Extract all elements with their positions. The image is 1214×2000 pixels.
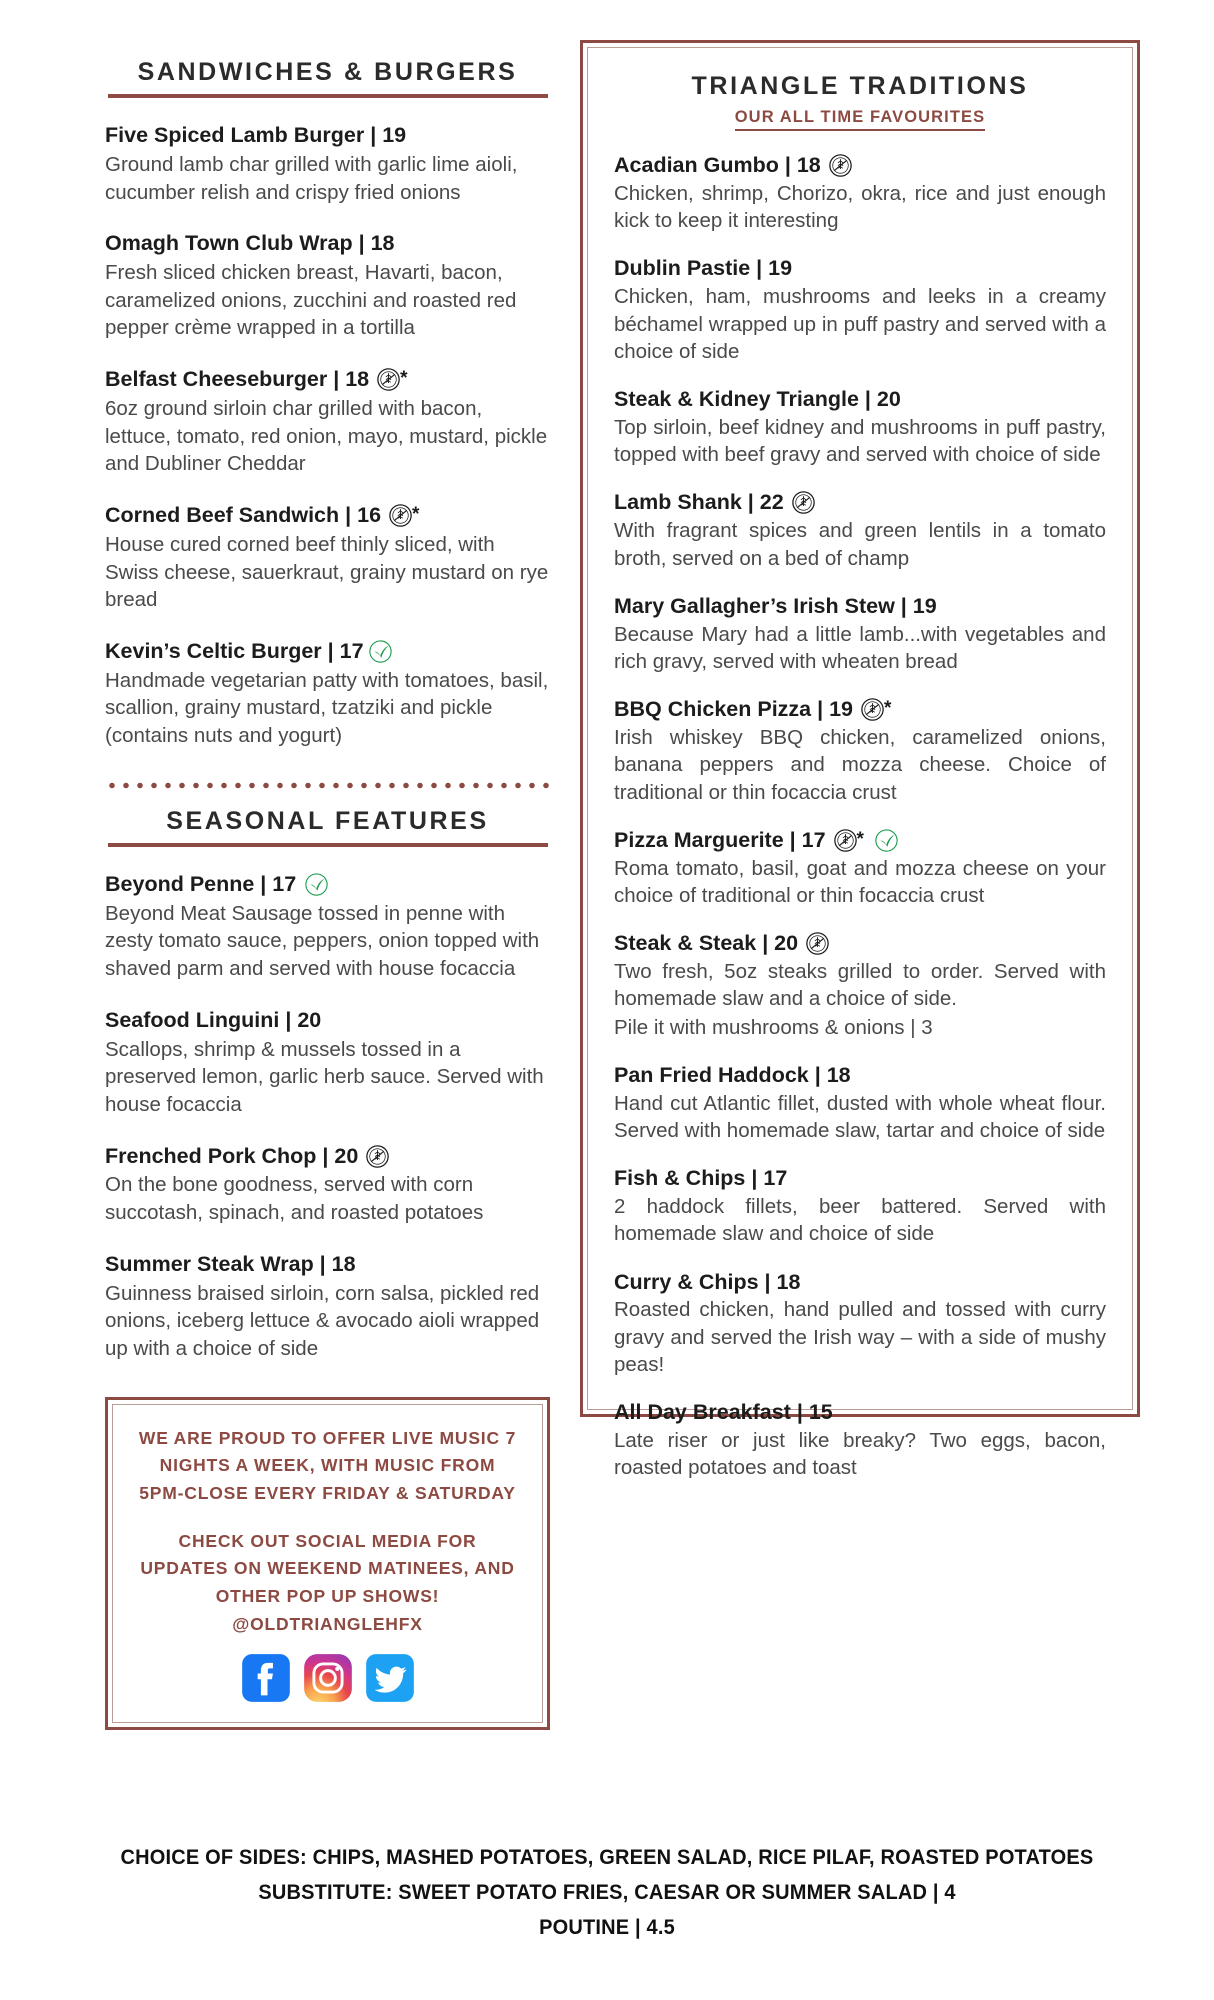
vegetarian-icon [368, 639, 393, 664]
section-title-traditions: TRIANGLE TRADITIONS [691, 72, 1029, 100]
menu-item-description: Chicken, shrimp, Chorizo, okra, rice and just enough kick to keep it interesting [614, 181, 1106, 233]
menu-item [614, 1399, 1106, 1481]
triangle-traditions-inner [587, 47, 1133, 1480]
menu-item [105, 122, 550, 206]
menu-item-description: Ground lamb char grilled with garlic lime aioli, cucumber relish and crispy fried onions [105, 152, 518, 204]
menu-item-description: Irish whiskey BBQ chicken, caramelized onions, banana peppers and mozza cheese. Choice of traditional or thin focaccia crust [614, 726, 1106, 804]
menu-item-name [614, 489, 1106, 516]
menu-item-label: Summer Steak Wrap | 18 [105, 1251, 356, 1276]
menu-item-label: Kevin’s Celtic Burger | 17 [105, 638, 364, 663]
asterisk-marker: * [412, 504, 420, 525]
live-music-promo-box [105, 1397, 550, 1730]
gluten-free-icon [806, 932, 829, 955]
menu-item-name [614, 1399, 1106, 1426]
gluten-free-icon [829, 154, 852, 177]
menu-item-description: Top sirloin, beef kidney and mushrooms in puff pastry, topped with beef gravy and served with choice of side [614, 415, 1106, 467]
menu-item-name [614, 1165, 1106, 1192]
menu-item-label: Dublin Pastie | 19 [614, 256, 793, 281]
menu-item [614, 386, 1106, 468]
instagram-icon[interactable] [302, 1652, 354, 1704]
header-rule [108, 94, 548, 98]
menu-item-name [614, 1062, 1106, 1089]
gluten-free-icon [377, 368, 400, 391]
menu-item-label: Belfast Cheeseburger | 18 [105, 367, 370, 392]
menu-item [614, 1165, 1106, 1247]
menu-item-label: Pan Fried Haddock | 18 [614, 1062, 851, 1087]
menu-item-name [105, 1007, 550, 1034]
menu-item-description: Roma tomato, basil, goat and mozza cheese on your choice of traditional or thin focaccia crust [614, 856, 1106, 907]
menu-item-description: Fresh sliced chicken breast, Havarti, bacon, caramelized onions, zucchini and roasted red pepper crème wrapped in a tortilla [105, 261, 517, 340]
menu-item-label: All Day Breakfast | 15 [614, 1400, 833, 1425]
menu-item-description: Late riser or just like breaky? Two eggs, bacon, roasted potatoes and toast [614, 1429, 1106, 1480]
menu-item-label: Mary Gallagher’s Irish Stew | 19 [614, 593, 937, 618]
section-title: SEASONAL FEATURES [166, 806, 489, 835]
menu-item-description: Roasted chicken, hand pulled and tossed with curry gravy and served the Irish way – with a side of mushy peas! [614, 1298, 1106, 1376]
menu-item [614, 593, 1106, 675]
menu-item-name [105, 230, 550, 257]
menu-item-label: BBQ Chicken Pizza | 19 [614, 697, 854, 722]
menu-item-label: Corned Beef Sandwich | 16 [105, 503, 382, 527]
menu-item-description: Two fresh, 5oz steaks grilled to order. Served with homemade slaw and a choice of side. [614, 960, 1106, 1011]
menu-item-name [105, 638, 550, 665]
menu-item-name [105, 366, 550, 393]
menu-item-name [614, 386, 1106, 413]
menu-item-name [614, 152, 1106, 179]
menu-item-name [614, 255, 1106, 282]
menu-item [614, 827, 1106, 909]
left-column [30, 40, 590, 1730]
menu-item-description: Chicken, ham, mushrooms and leeks in a creamy béchamel wrapped up in puff pastry and served with a choice of side [614, 285, 1106, 363]
asterisk-marker: * [400, 368, 408, 390]
right-column [580, 40, 1140, 1480]
gluten-free-icon [389, 504, 412, 527]
section-title: SANDWICHES & BURGERS [137, 58, 518, 86]
menu-item [614, 255, 1106, 365]
menu-item-description: Handmade vegetarian patty with tomatoes, basil, scallion, grainy mustard, tzatziki and pickle (contains nuts and yogurt) [105, 668, 549, 748]
menu-item-label: Steak & Steak | 20 [614, 931, 799, 956]
menu-item [614, 696, 1106, 806]
section-header-sandwiches [108, 58, 548, 98]
menu-item [105, 1143, 550, 1227]
menu-item-name [105, 871, 550, 898]
menu-item-description: 6oz ground sirloin char grilled with bacon, lettuce, tomato, red onion, mayo, mustard, pickle and Dubliner Cheddar [105, 396, 548, 476]
menu-item [105, 1251, 550, 1363]
social-icons-row [135, 1652, 520, 1704]
gluten-free-icon [861, 698, 884, 721]
footer-poutine-line: POUTINE | 4.5 [539, 1914, 675, 1939]
menu-item-description: On the bone goodness, served with corn succotash, spinach, and roasted potatoes [105, 1173, 484, 1225]
promo-paragraph-social: CHECK OUT SOCIAL MEDIA FOR UPDATES ON WEEKEND MATINEES, AND OTHER POP UP SHOWS! @OLDTRIANGLEHFX [140, 1530, 515, 1634]
facebook-icon[interactable] [240, 1652, 292, 1704]
menu-footer [0, 1840, 1214, 1944]
menu-item-label: Pizza Marguerite | 17 [614, 827, 826, 852]
menu-item-label: Acadian Gumbo | 18 [614, 153, 821, 177]
gluten-free-icon [834, 829, 857, 852]
menu-item-description: Beyond Meat Sausage tossed in penne with zesty tomato sauce, peppers, onion topped with shaved parm and served with house focaccia [105, 901, 540, 980]
menu-item-name [105, 1143, 550, 1170]
menu-item-name [614, 930, 1106, 957]
menu-item-description: Hand cut Atlantic fillet, dusted with whole wheat flour. Served with homemade slaw, tartar and choice of side [614, 1091, 1106, 1142]
menu-item-name [614, 827, 1106, 854]
menu-item-label: Seafood Linguini | 20 [105, 1007, 322, 1032]
footer-sides-line: CHOICE OF SIDES: CHIPS, MASHED POTATOES, GREEN SALAD, RICE PILAF, ROASTED POTATOES [120, 1845, 1094, 1869]
menu-item-label: Frenched Pork Chop | 20 [105, 1143, 359, 1168]
menu-item [614, 1062, 1106, 1144]
menu-item [105, 502, 550, 614]
menu-item-label: Curry & Chips | 18 [614, 1269, 801, 1294]
vegetarian-icon [304, 872, 329, 897]
menu-item-label: Lamb Shank | 22 [614, 490, 784, 515]
dotted-divider [105, 782, 550, 789]
menu-item [614, 489, 1106, 571]
menu-item-name [614, 696, 1106, 723]
menu-item [105, 366, 550, 478]
section-subtitle-favourites: OUR ALL TIME FAVOURITES [735, 108, 986, 131]
menu-item [105, 1007, 550, 1119]
menu-item-name [105, 502, 550, 529]
menu-item [614, 1269, 1106, 1379]
promo-paragraph-music: WE ARE PROUD TO OFFER LIVE MUSIC 7 NIGHTS A WEEK, WITH MUSIC FROM 5PM-CLOSE EVERY FRIDAY & SATURDAY [138, 1427, 517, 1503]
menu-item [614, 152, 1106, 234]
header-rule [108, 843, 548, 847]
footer-substitute-line: SUBSTITUTE: SWEET POTATO FRIES, CAESAR OR SUMMER SALAD | 4 [258, 1879, 956, 1904]
menu-item-description: House cured corned beef thinly sliced, with Swiss cheese, sauerkraut, grainy mustard on rye bread [105, 532, 549, 612]
menu-item [614, 930, 1106, 1041]
menu-item-label: Omagh Town Club Wrap | 18 [105, 231, 395, 256]
menu-item-description: With fragrant spices and green lentils in a tomato broth, served on a bed of champ [614, 519, 1106, 570]
menu-item-description: Scallops, shrimp & mussels tossed in a preserved lemon, garlic herb sauce. Served with house focaccia [105, 1037, 544, 1116]
gluten-free-icon [366, 1145, 389, 1168]
gluten-free-icon [792, 491, 815, 514]
menu-item-name [614, 593, 1106, 620]
asterisk-marker: * [856, 828, 864, 850]
menu-item-name [614, 1269, 1106, 1296]
menu-item-label: Five Spiced Lamb Burger | 19 [105, 123, 407, 147]
menu-item-name [105, 122, 550, 149]
menu-item-description: Guinness braised sirloin, corn salsa, pickled red onions, iceberg lettuce & avocado aioli wrapped up with a choice of side [105, 1281, 540, 1360]
menu-item [105, 871, 550, 983]
section-header-seasonal [108, 807, 548, 847]
menu-item-label: Fish & Chips | 17 [614, 1166, 788, 1191]
vegetarian-icon [874, 828, 899, 853]
asterisk-marker: * [884, 698, 892, 720]
menu-item-description-extra: Pile it with mushrooms & onions | 3 [614, 1015, 933, 1039]
menu-item-description: Because Mary had a little lamb...with vegetables and rich gravy, served with wheaten bread [614, 622, 1106, 673]
subheading-wrap [614, 101, 1106, 131]
menu-item-label: Steak & Kidney Triangle | 20 [614, 387, 901, 411]
promo-inner-frame [112, 1404, 543, 1723]
menu-item-name [105, 1251, 550, 1278]
menu-item [105, 230, 550, 342]
menu-item-description: 2 haddock fillets, beer battered. Served with homemade slaw and choice of side [614, 1195, 1106, 1246]
menu-item-label: Beyond Penne | 17 [105, 871, 297, 896]
menu-item [105, 638, 550, 750]
triangle-traditions-frame [580, 40, 1140, 1480]
twitter-icon[interactable] [364, 1652, 416, 1704]
